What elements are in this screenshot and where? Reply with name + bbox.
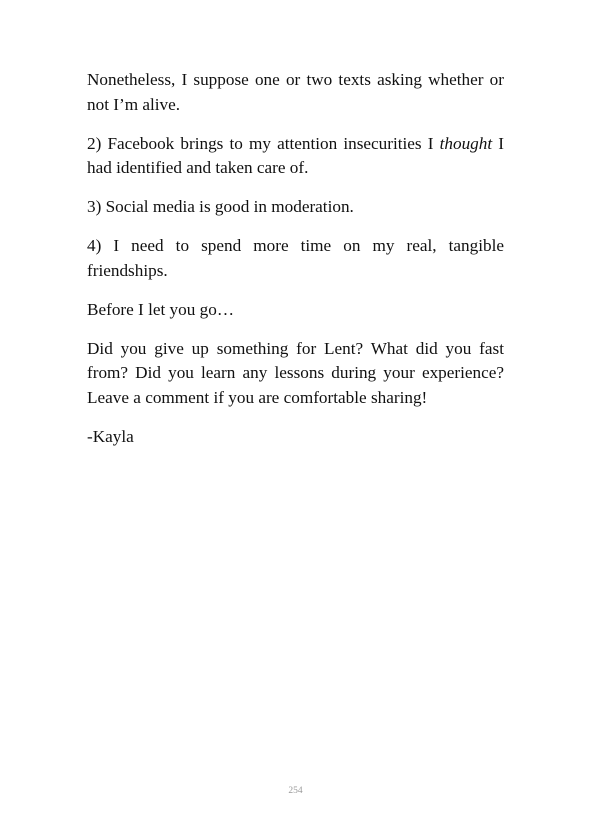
point-2-suffix: I had identified and taken care of. [87,133,504,177]
paragraph-point-3: 3) Social media is good in moderation. [87,197,354,216]
page-number: 254 [288,786,303,796]
paragraph-before-i-go: Before I let you go… [87,299,235,319]
point-2-prefix: 2) Facebook brings to my attention insecurities I [87,133,440,153]
signature: -Kayla [87,426,134,446]
paragraph-question: Did you give up something for Lent? What did you fast from? Did you learn any lessons during your experience? Leave a comment if you are comfortable sharing! [87,338,504,407]
body-text [87,68,504,464]
paragraph-point-2 [87,132,504,181]
paragraph-nonetheless: Nonetheless, I suppose one or two texts asking whether or not I’m alive. [87,70,504,114]
paragraph-point-4: 4) I need to spend more time on my real, tangible friendships. [87,236,504,280]
point-2-emphasis: thought [439,133,493,153]
